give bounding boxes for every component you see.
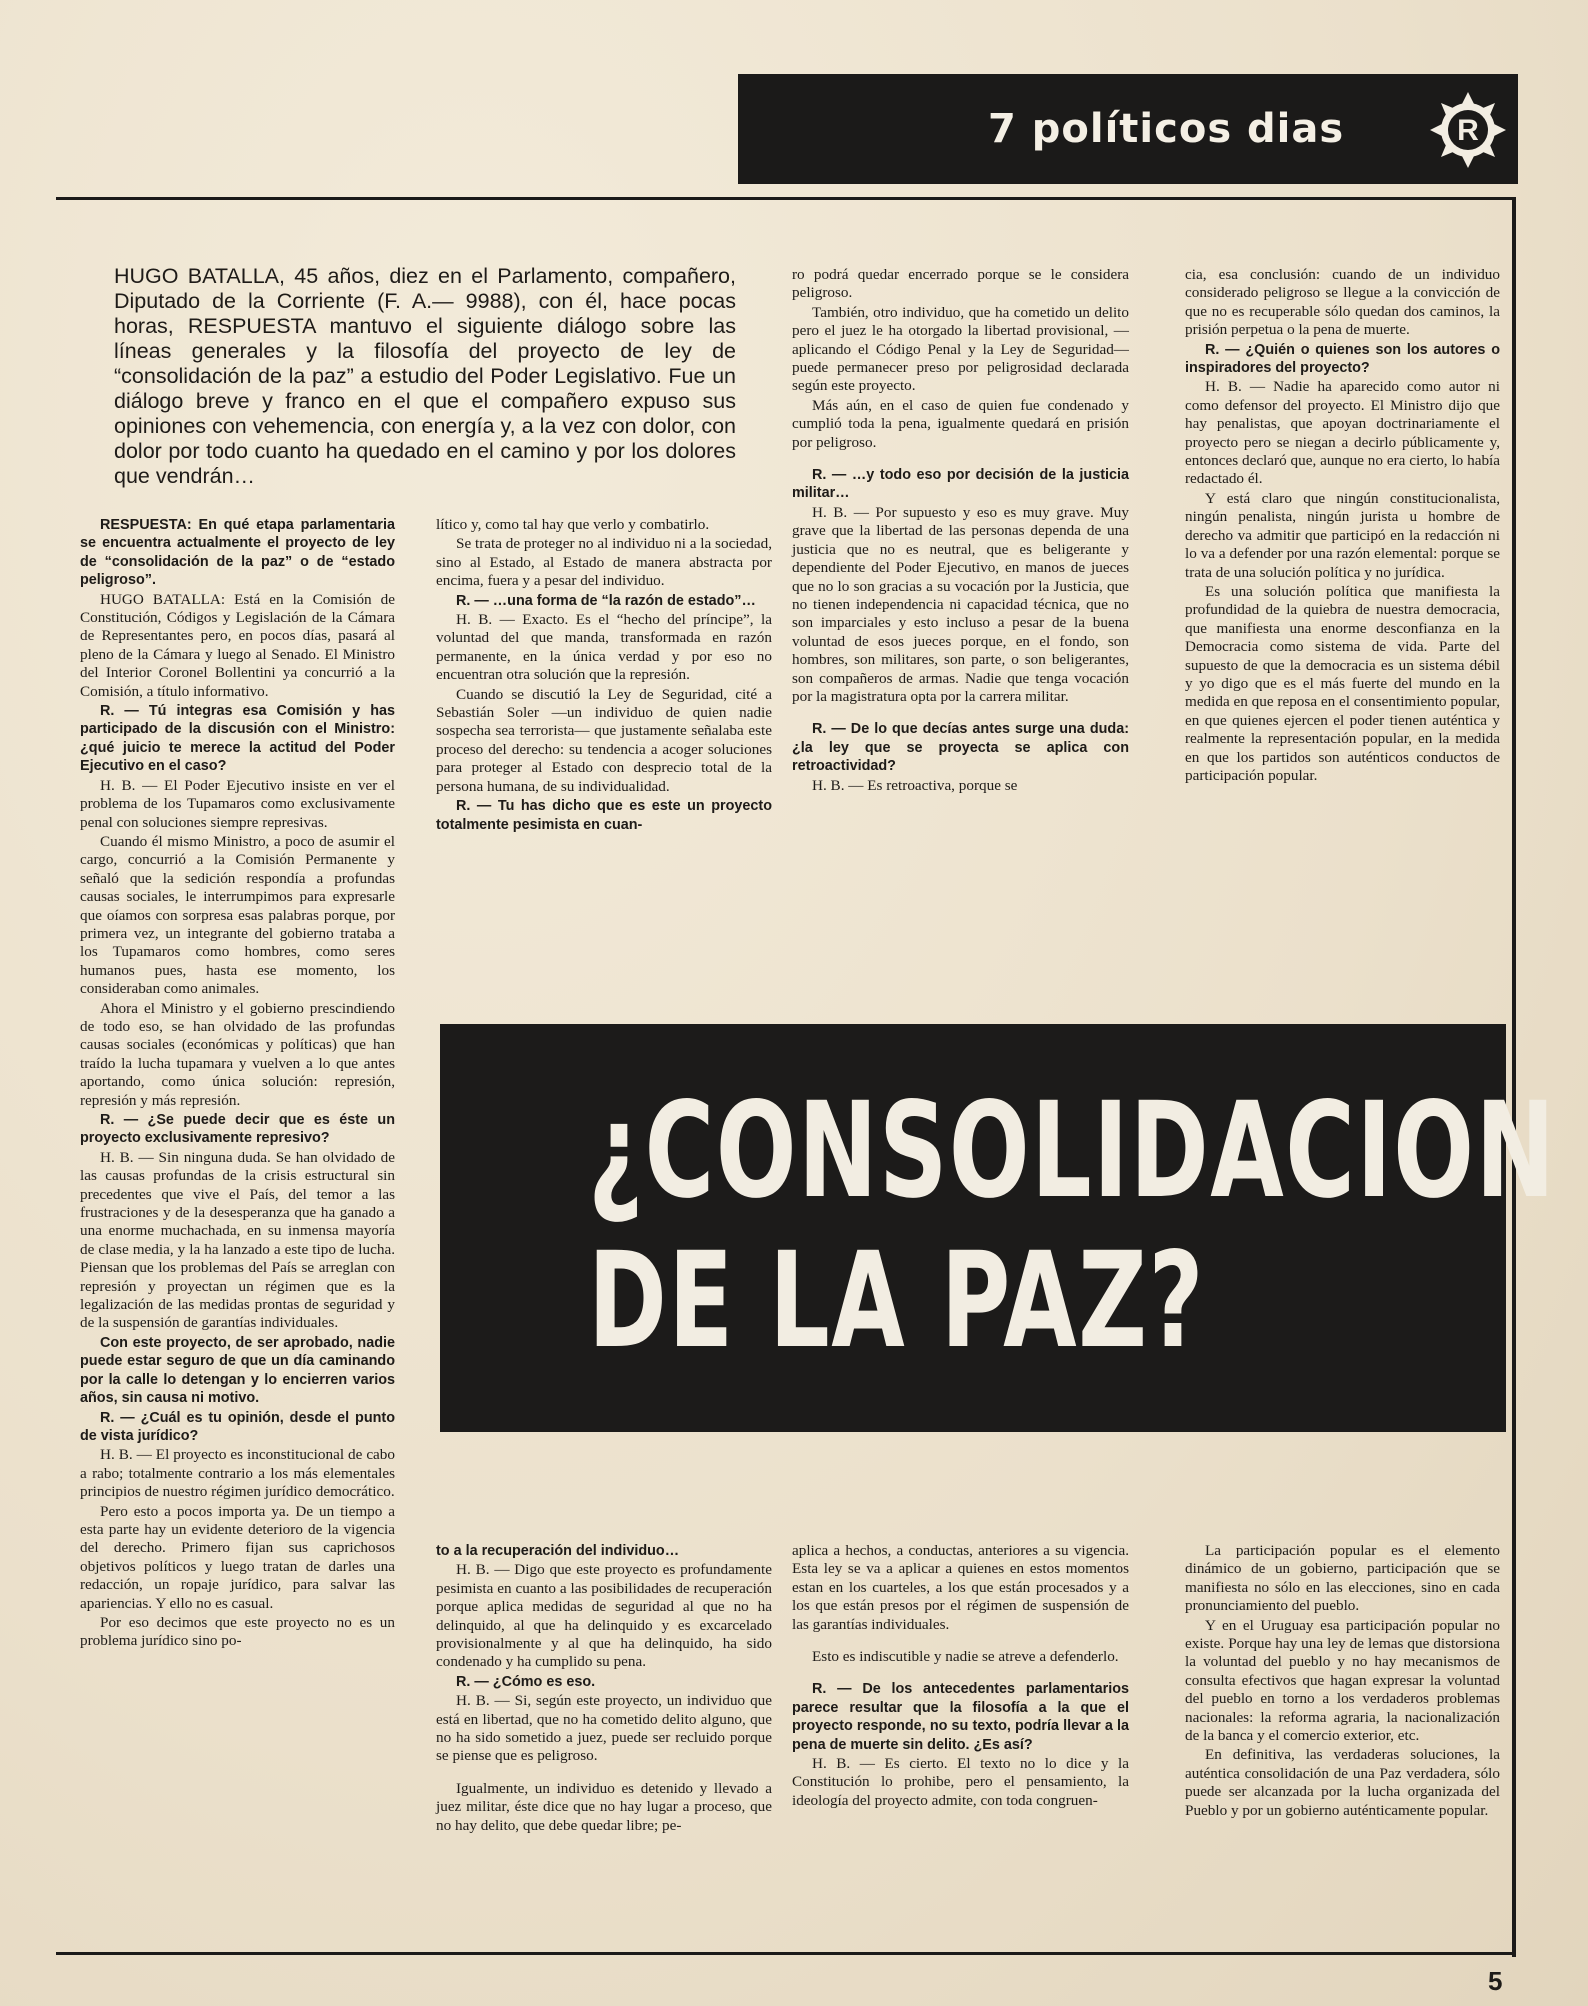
- article-paragraph: H. B. — Exacto. Es el “hecho del príncipe”, la voluntad del que manda, transformada en razón permanente, en la única verdad y por eso no encuentran otra solución que la represión.: [436, 611, 772, 684]
- interview-question: to a la recuperación del individuo…: [436, 1543, 680, 1559]
- article-paragraph: H. B. — Digo que este proyecto es profundamente pesimista en cuanto a las posibilidades de recuperación porque aplica medidas de seguridad al que no ha delinquido, al que ha delinquido y es excarcelado provisionalmente y al que ha delinquido, ha sido condenado y ha cumplido su pena.: [436, 1561, 772, 1671]
- article-paragraph: Más aún, en el caso de quien fue condenado y cumplió toda la pena, igualmente quedará en prisión por peligroso.: [792, 396, 1129, 451]
- interview-question: R. — De los antecedentes parlamentarios parece resultar que la filosofía a la que el proyecto responde, no su texto, podría llevar a la pena de muerte sin delito. ¿Es así?: [792, 1681, 1129, 1753]
- article-paragraph: H. B. — Es retroactiva, porque se: [812, 776, 1018, 794]
- article-paragraph: La participación popular es el elemento dinámico de un gobierno, participación que se manifiesta no sólo en las elecciones, sino en cada pronunciamiento del pueblo.: [1185, 1542, 1500, 1615]
- headline: [588, 1076, 1556, 1376]
- interview-question: R. — …una forma de “la razón de estado”…: [456, 592, 756, 609]
- article-intro: HUGO BATALLA, 45 años, diez en el Parlamento, compañero, Diputado de la Corriente (F. A.— 9988), con él, hace pocas horas, RESPUESTA mantuvo el siguiente diálogo sobre las líneas generales y la filosofía del proyecto de ley de “consolidación de la paz” a estudio del Poder Legislativo. Fue un diálogo breve y franco en el que el compañero expuso sus opiniones con vehemencia, con energía y, a la vez con dolor, con dolor por todo cuanto ha quedado en el camino y por los dolores que vendrán…: [114, 264, 736, 488]
- article-paragraph: Se trata de proteger no al individuo ni a la sociedad, sino al Estado, al Estado de manera abstracta por encima, fuera y a pesar del individuo.: [436, 535, 772, 590]
- article-paragraph: Ahora el Ministro y el gobierno prescindiendo de todo eso, se han olvidado de las profundas causas sociales (económicas y políticas) que han traído la lucha tupamara y vuelven a lo que antes aportando, como única solución: represión, represión y más represión.: [80, 999, 395, 1109]
- article-paragraph: cia, esa conclusión: cuando de un individuo considerado peligroso se llegue a la convicción de que no es recuperable sólo quedan dos caminos, la prisión perpetua o la pena de muerte.: [1185, 266, 1500, 339]
- article-paragraph: H. B. — Nadie ha aparecido como autor ni como defensor del proyecto. El Ministro dijo que hay penalistas, que apoyan doctrinariamente el proyecto pero se niegan a decirlo públicamente y, entonces declaró que, aunque no era cierto, lo había redactado él.: [1185, 378, 1500, 488]
- interview-question: Con este proyecto, de ser aprobado, nadie puede estar seguro de que un día caminando por la calle lo detengan y lo encierren varios años, sin causa ni motivo.: [80, 1334, 395, 1407]
- headline-line-2: DE LA PAZ?: [588, 1224, 1206, 1378]
- interview-question: R. — Tú integras esa Comisión y has participado de la discusión con el Ministro: ¿qué juicio te merece la actitud del Poder Ejecutivo en el caso?: [80, 703, 395, 775]
- interview-question: RESPUESTA: En qué etapa parlamentaria se encuentra actualmente el proyecto de ley de “consolidación de la paz” o de “estado peligroso”.: [80, 517, 395, 589]
- article-paragraph: Y está claro que ningún constitucionalista, ningún penalista, ningún jurista u hombre de derecho va admitir que participó en la redacción ni lo va a defender por una razón elemental: porque se trata de una solución política y no jurídica.: [1185, 489, 1500, 581]
- article-paragraph: Es una solución política que manifiesta la profundidad de la quiebra de nuestra democracia, que manifiesta una enorme desconfianza en la Democracia como sistema de vida. Parte del supuesto de que la democracia es un sistema débil y yo digo que es el más fuerte del mundo en la medida en que reposa en el consentimiento popular, en que quienes ejercen el poder tienen auténtica y realmente la representación popular, en la medida en que los partidos son auténticos conductos de participación popular.: [1185, 582, 1500, 784]
- article-column-3-top: [792, 266, 1129, 796]
- interview-question: R. — ¿Se puede decir que es éste un proyecto exclusivamente represivo?: [80, 1112, 395, 1147]
- article-paragraph: Igualmente, un individuo es detenido y llevado a juez militar, éste dice que no hay lugar a proceso, que no hay delito, que debe quedar libre; pe-: [436, 1779, 772, 1834]
- interview-question: R. — Tu has dicho que es este un proyecto totalmente pesimista en cuan-: [436, 798, 772, 833]
- interview-question: R. — De lo que decías antes surge una duda: ¿la ley que se proyecta se aplica con retroactividad?: [792, 721, 1129, 775]
- article-column-2-top: [436, 516, 772, 835]
- svg-text:R: R: [1457, 114, 1479, 147]
- article-paragraph: HUGO BATALLA: Está en la Comisión de Constitución, Códigos y Legislación de la Cámara de Representantes pero, en pocos días, pasará al pleno de la Cámara y luego al Senado. El Ministro del Interior Coronel Bollentini ya concurrió a la Comisión, a título informativo.: [80, 590, 395, 700]
- article-paragraph: H. B. — Sin ninguna duda. Se han olvidado de las causas profundas de la crisis estructural sin precedentes que vive el País, del temor a las frustraciones y de la desesperanza que ha ganado a una enorme muchachada, en su inmensa mayoría de clase media, y la ha lanzado a este tipo de lucha. Piensan que los problemas del País se arreglan con represión y proyectan un régimen que es la legalización de las medidas prontas de seguridad y de la suspensión de garantías individuales.: [80, 1148, 395, 1332]
- article-paragraph: H. B. — Es cierto. El texto no lo dice y la Constitución lo prohibe, pero el pensamiento, la ideología del proyecto admite, con toda congruen-: [792, 1755, 1129, 1809]
- article-paragraph: Cuando se discutió la Ley de Seguridad, cité a Sebastián Soler —un individuo de quien nadie sospecha sea terrorista— que justamente señalaba este proceso del derecho: su tendencia a acoger soluciones para proteger al Estado con desprecio total de la persona humana, de su individualidad.: [436, 685, 772, 795]
- headline-line-1: ¿CONSOLIDACION: [588, 1074, 1557, 1228]
- article-paragraph: Por eso decimos que este proyecto no es un problema jurídico sino po-: [80, 1613, 395, 1650]
- article-paragraph: lítico y, como tal hay que verlo y combatirlo.: [436, 516, 710, 533]
- article-paragraph: ro podrá quedar encerrado porque se le considera peligroso.: [792, 266, 1129, 302]
- article-paragraph: H. B. — Si, según este proyecto, un individuo que está en libertad, que no ha cometido delito alguno, que no ha sido sometido a juez, puede ser recluido porque se piense que es peligroso.: [436, 1692, 772, 1765]
- interview-question: R. — ¿Quién o quienes son los autores o inspiradores del proyecto?: [1185, 341, 1500, 377]
- interview-question: R. — ¿Cómo es eso.: [456, 1673, 596, 1690]
- frame-bottom-rule: [56, 1952, 1516, 1955]
- interview-question: R. — ¿Cuál es tu opinión, desde el punto de vista jurídico?: [80, 1409, 395, 1444]
- article-paragraph: H. B. — El proyecto es inconstitucional de cabo a rabo; totalmente contrario a los más elementales principios de nuestro régimen jurídico democrático.: [80, 1446, 395, 1501]
- article-paragraph: En definitiva, las verdaderas soluciones, la auténtica consolidación de una Paz verdadera, sólo puede ser alcanzada por la lucha organizada del Pueblo y por un gobierno auténticamente popular.: [1185, 1746, 1500, 1819]
- article-column-4-bottom: [1185, 1542, 1500, 1821]
- article-paragraph: Cuando él mismo Ministro, a poco de asumir el cargo, concurrió a la Comisión Permanente y señaló que la sedición respondía a profundas causas sociales, le interrumpimos para expresarle que oíamos con sorpresa esas palabras porque, por primera vez, un integrante del gobierno trataba a los Tupamaros como hombres, como seres humanos pues, hasta ese momento, los consideraban como animales.: [80, 832, 395, 998]
- headline-banner: [440, 1024, 1557, 1432]
- article-paragraph: H. B. — Por supuesto y eso es muy grave. Muy grave que la libertad de las personas dependa de una justicia que no es neutral, que es beligerante y dependiente del Poder Ejecutivo, en manos de jueces que no lo son gracias a su vocación por la Justicia, que no tienen independencia ni capacidad técnica, que no son imparciales y esto incluso a pesar de la buena voluntad de esos jueces porque, en el fondo, son hombres, son militares, son parte, o son beligerantes, son compañeros de armas. Nadie que tenga vocación por la magistratura opta por la carrera militar.: [792, 503, 1129, 705]
- article-paragraph: Pero esto a pocos importa ya. De un tiempo a esta parte hay un evidente deterioro de la vigencia del derecho. Primero fijan sus caprichosos objetivos políticos y luego tratan de darles una redacción, un ropaje jurídico, para salvar las apariencias. Y ello no es casual.: [80, 1502, 395, 1612]
- article-paragraph: Esto es indiscutible y nadie se atreve a defenderlo.: [812, 1648, 1119, 1666]
- respuesta-logo-icon: [1428, 90, 1508, 170]
- interview-question: R. — …y todo eso por decisión de la justicia militar…: [792, 467, 1129, 502]
- article-column-2-bottom: [436, 1542, 772, 1836]
- frame-top-rule: [56, 197, 1516, 200]
- section-header: [738, 74, 1518, 184]
- article-column-3-bottom: [792, 1542, 1129, 1811]
- article-paragraph: También, otro individuo, que ha cometido un delito pero el juez le ha otorgado la libertad provisional, —aplicando el Código Penal y la Ley de Seguridad— puede permanecer preso por peligrosidad declarada según este proyecto.: [792, 303, 1129, 395]
- article-paragraph: aplica a hechos, a conductas, anteriores a su vigencia. Esta ley se va a aplicar a quienes en estos momentos estan en los cuarteles, a los que están procesados y a los que están presos por el régimen de suspensión de las garantías individuales.: [792, 1542, 1129, 1633]
- article-column-1: [80, 516, 395, 1652]
- section-title: 7 políticos dias: [988, 106, 1345, 152]
- page-number: 5: [1488, 1966, 1503, 1996]
- article-column-4-top: [1185, 266, 1500, 786]
- article-paragraph: Y en el Uruguay esa participación popular no existe. Porque hay una ley de lemas que distorsiona la voluntad del pueblo y no hay mecanismos de consulta efectivos que hagan expresar la voluntad del pueblo en torno a los verdaderos problemas nacionales: la reforma agraria, la nacionalización de la banca y el comercio exterior, etc.: [1185, 1616, 1500, 1745]
- article-paragraph: H. B. — El Poder Ejecutivo insiste en ver el problema de los Tupamaros como exclusivamente penal con soluciones siempre represivas.: [80, 776, 395, 831]
